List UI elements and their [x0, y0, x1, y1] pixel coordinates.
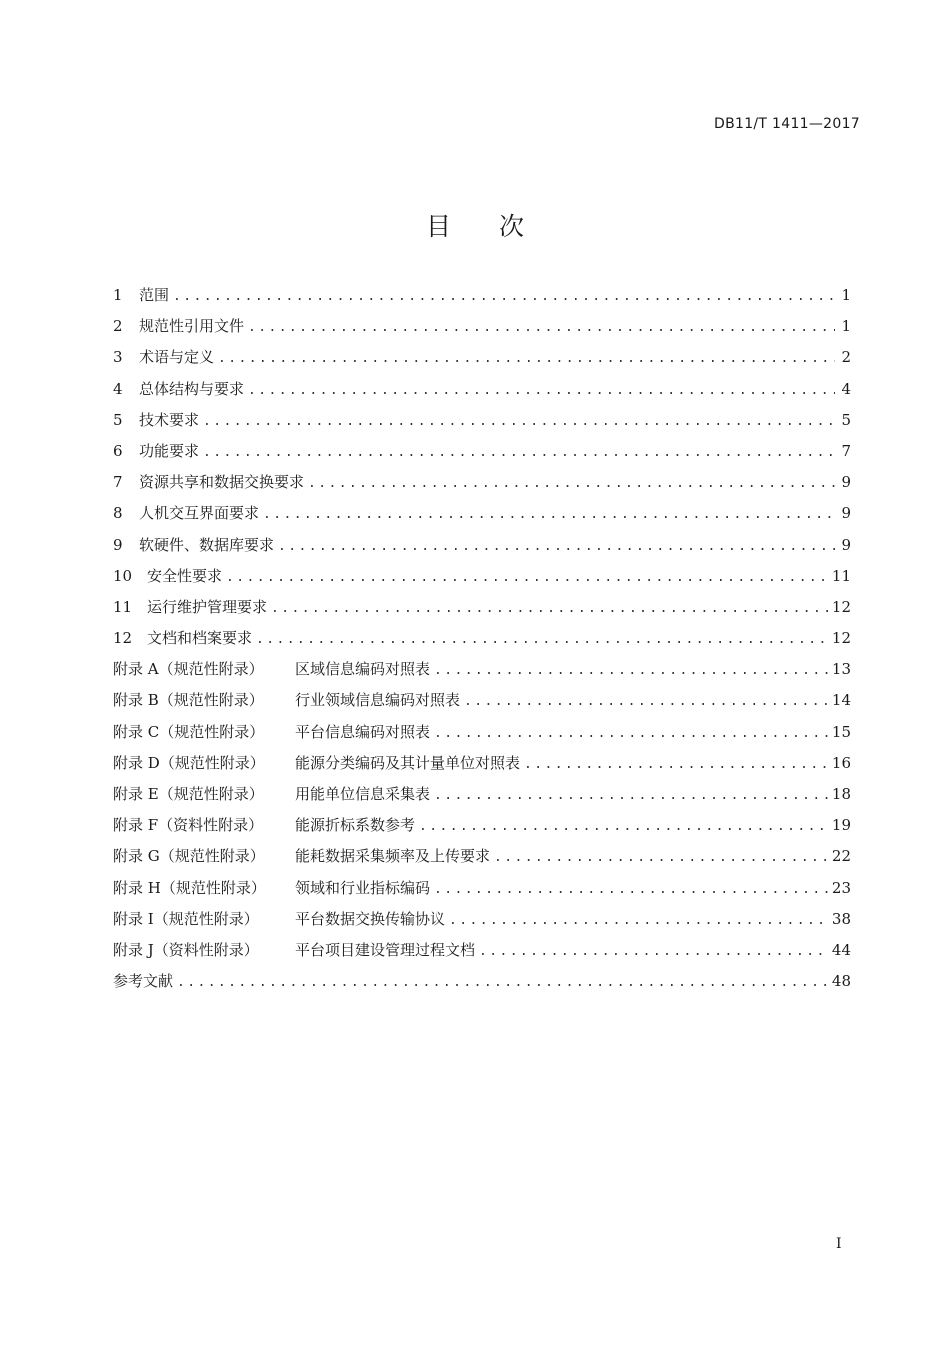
toc-entry-page: 1: [841, 286, 851, 304]
toc-entry-page: 14: [831, 691, 851, 710]
toc-appendix-label: 附录 E（规范性附录）: [113, 785, 264, 803]
toc-dot-leader: [308, 476, 835, 491]
toc-entry-appendix[interactable]: [113, 939, 851, 970]
toc-entry-page: 16: [831, 753, 851, 772]
toc-entry-title: 能耗数据采集频率及上传要求: [295, 847, 491, 866]
toc-entry-title: 用能单位信息采集表: [295, 785, 431, 803]
toc-entry-chapter[interactable]: [113, 627, 851, 658]
toc-dot-leader: [419, 819, 828, 834]
toc-entry-page: 44: [831, 940, 851, 959]
toc-entry-title: 能源折标系数参考: [295, 816, 416, 835]
toc-dot-leader: [434, 788, 828, 803]
toc-entry-appendix[interactable]: [113, 752, 851, 783]
toc-entry-title: 平台项目建设管理过程文档: [295, 940, 476, 959]
toc-dot-leader: [524, 757, 828, 772]
toc-entry-page: 9: [841, 535, 851, 554]
toc-entry-page: 19: [831, 816, 851, 835]
toc-dot-leader: [226, 570, 828, 585]
toc-dot-leader: [256, 632, 828, 647]
toc-entry-page: 1: [841, 317, 851, 336]
toc-entry-chapter[interactable]: [113, 440, 851, 471]
toc-dot-leader: [203, 414, 835, 429]
toc-appendix-label: 附录 F（资料性附录）: [113, 816, 264, 835]
toc-entry-number: 4: [113, 379, 123, 398]
toc-entry-page: 18: [831, 785, 851, 803]
toc-entry-chapter[interactable]: [113, 534, 851, 565]
toc-appendix-label: 附录 H（规范性附录）: [113, 878, 266, 897]
toc-entry-title: 资源共享和数据交换要求: [139, 473, 305, 492]
toc-entry-page: 13: [831, 660, 851, 679]
toc-entry-appendix[interactable]: [113, 783, 851, 814]
toc-entry-appendix[interactable]: [113, 814, 851, 845]
toc-entry-title: 规范性引用文件: [139, 317, 245, 336]
toc-entry-title: 总体结构与要求: [139, 379, 245, 398]
toc-dot-leader: [434, 882, 828, 897]
toc-appendix-label: 附录 C（规范性附录）: [113, 722, 265, 741]
toc-dot-leader: [278, 539, 835, 554]
toc-dot-leader: [434, 726, 828, 741]
toc-entry-chapter[interactable]: [113, 315, 851, 346]
toc-entry-page: 2: [841, 348, 851, 367]
toc-entry-appendix[interactable]: [113, 721, 851, 752]
toc-entry-number: 9: [113, 535, 123, 554]
toc-entry-page: 12: [831, 629, 851, 648]
toc-entry-title: 安全性要求: [147, 566, 223, 585]
toc-appendix-label: 附录 I（规范性附录）: [113, 909, 259, 928]
toc-entry-chapter[interactable]: [113, 378, 851, 409]
toc-entry-page: 4: [841, 379, 851, 398]
toc-entry-title: 功能要求: [139, 441, 200, 460]
toc-entry-chapter[interactable]: [113, 565, 851, 596]
toc-entry-title: 领域和行业指标编码: [295, 878, 431, 897]
toc-dot-leader: [479, 944, 828, 959]
toc-entry-number: 2: [113, 317, 123, 336]
toc-appendix-label: 附录 A（规范性附录）: [113, 660, 264, 679]
toc-entry-title: 术语与定义: [139, 348, 215, 367]
toc-entry-number: 7: [113, 473, 123, 492]
toc-entry-appendix[interactable]: [113, 689, 851, 720]
toc-entry-number: 10: [113, 566, 133, 585]
toc-dot-leader: [434, 663, 828, 678]
toc-dot-leader: [271, 601, 828, 616]
toc-dot-leader: [464, 694, 828, 709]
toc-entry-chapter[interactable]: [113, 471, 851, 502]
table-of-contents: [113, 284, 851, 1001]
toc-dot-leader: [218, 351, 835, 366]
toc-entry-page: 5: [841, 410, 851, 429]
toc-entry-title: 技术要求: [139, 410, 200, 429]
toc-entry-number: 12: [113, 629, 133, 648]
toc-entry-title: 平台信息编码对照表: [295, 722, 431, 741]
toc-entry-title: 区域信息编码对照表: [295, 660, 431, 679]
toc-appendix-label: 附录 J（资料性附录）: [113, 940, 259, 959]
toc-entry-page: 22: [831, 847, 851, 866]
toc-dot-leader: [173, 289, 835, 304]
toc-entry-chapter[interactable]: [113, 596, 851, 627]
toc-entry-number: 1: [113, 286, 123, 304]
toc-entry-chapter[interactable]: [113, 346, 851, 377]
toc-appendix-label: 附录 B（规范性附录）: [113, 691, 264, 710]
toc-entry-number: 8: [113, 504, 123, 523]
toc-dot-leader: [203, 445, 835, 460]
page-title: 目次: [425, 212, 572, 241]
toc-dot-leader: [449, 913, 828, 928]
toc-entry-page: 7: [841, 441, 851, 460]
toc-dot-leader: [263, 507, 835, 522]
page-number: I: [836, 1236, 842, 1252]
toc-entry-references[interactable]: [113, 970, 851, 1001]
toc-dot-leader: [177, 975, 828, 990]
toc-entry-title: 文档和档案要求: [147, 629, 253, 648]
toc-entry-page: 9: [841, 504, 851, 523]
toc-dot-leader: [494, 850, 828, 865]
toc-dot-leader: [248, 320, 835, 335]
toc-entry-number: 3: [113, 348, 123, 367]
toc-entry-number: 11: [113, 597, 133, 616]
toc-entry-number: 5: [113, 410, 123, 429]
toc-entry-page: 48: [831, 972, 851, 991]
toc-entry-page: 12: [831, 597, 851, 616]
toc-entry-chapter[interactable]: [113, 284, 851, 315]
toc-entry-title: 人机交互界面要求: [139, 504, 260, 523]
toc-entry-title: 范围: [139, 286, 170, 304]
toc-entry-title: 参考文献: [113, 972, 174, 991]
toc-entry-appendix[interactable]: [113, 877, 851, 908]
toc-entry-page: 15: [831, 722, 851, 741]
toc-entry-number: 6: [113, 441, 123, 460]
toc-entry-page: 23: [831, 878, 851, 897]
toc-appendix-label: 附录 G（规范性附录）: [113, 847, 265, 866]
toc-dot-leader: [248, 383, 835, 398]
toc-entry-page: 38: [831, 909, 851, 928]
toc-entry-title: 软硬件、数据库要求: [139, 535, 275, 554]
toc-entry-title: 行业领域信息编码对照表: [295, 691, 461, 710]
toc-entry-chapter[interactable]: [113, 409, 851, 440]
toc-entry-chapter[interactable]: [113, 502, 851, 533]
toc-entry-title: 能源分类编码及其计量单位对照表: [295, 753, 521, 772]
toc-entry-title: 运行维护管理要求: [147, 597, 268, 616]
toc-entry-appendix[interactable]: [113, 908, 851, 939]
toc-entry-appendix[interactable]: [113, 845, 851, 876]
toc-appendix-label: 附录 D（规范性附录）: [113, 753, 265, 772]
toc-entry-page: 9: [841, 473, 851, 492]
toc-entry-page: 11: [831, 566, 851, 585]
toc-entry-title: 平台数据交换传输协议: [295, 909, 446, 928]
document-code: DB11/T 1411—2017: [714, 116, 860, 132]
toc-entry-appendix[interactable]: [113, 658, 851, 689]
